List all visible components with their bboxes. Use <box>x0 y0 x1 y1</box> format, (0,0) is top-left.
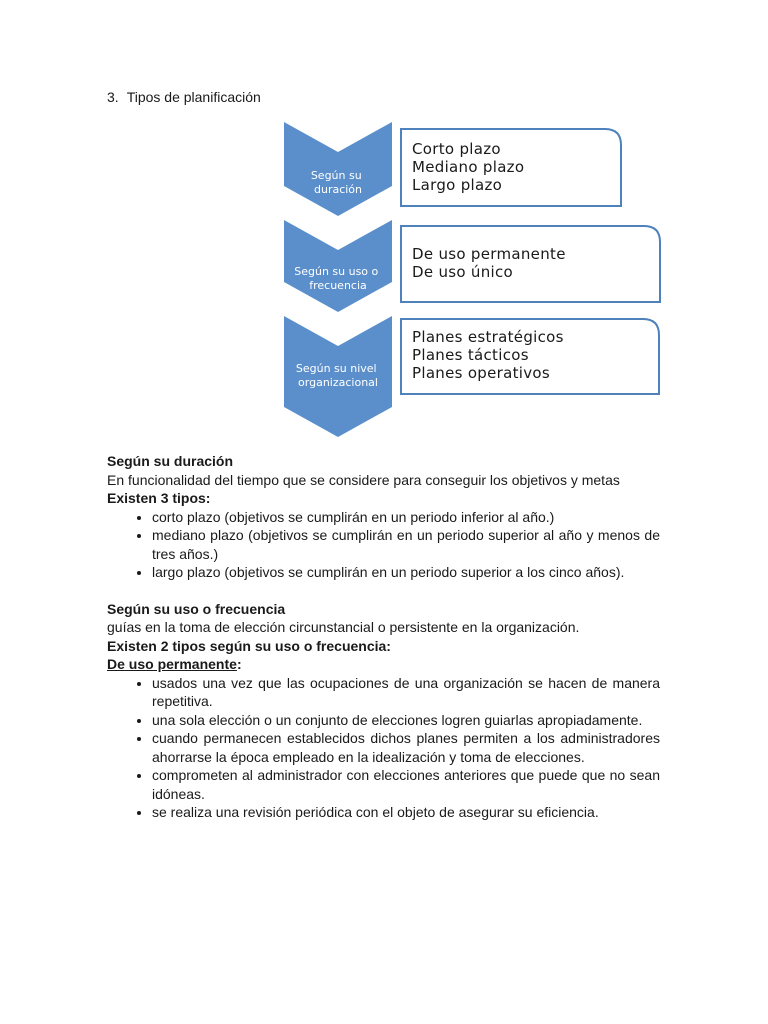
box-line: De uso permanente <box>412 245 566 263</box>
box-line: Planes operativos <box>412 364 551 382</box>
document-body <box>107 452 660 822</box>
section2-title: Según su uso o frecuencia <box>107 600 286 617</box>
section2-description: guías en la toma de elección circunstancial o persistente en la organización. <box>107 619 580 635</box>
box-line: Planes estratégicos <box>412 328 564 346</box>
section-spacer <box>107 582 660 600</box>
list-item: • mediano plazo (objetivos se cumplirán en un periodo superior al año y menos de tres años.) <box>152 526 660 563</box>
box-line: Corto plazo <box>412 140 501 158</box>
heading-number: 3. <box>107 89 119 105</box>
section1-description: En funcionalidad del tiempo que se considere para conseguir los objetivos y metas <box>107 471 620 488</box>
list-item: • una sola elección o un conjunto de elecciones logren guiarlas apropiadamente. <box>152 711 660 730</box>
box-line: Mediano plazo <box>412 158 525 176</box>
list-item: • largo plazo (objetivos se cumplirán en un periodo superior a los cinco años). <box>152 563 660 582</box>
section1-list <box>107 508 660 582</box>
list-item: • usados una vez que las ocupaciones de una organización se hacen de manera repetitiva. <box>152 674 660 711</box>
section2-subheading <box>107 655 660 674</box>
subheading-colon: : <box>236 656 242 672</box>
chevron-label-line: Según su nivel <box>295 362 377 375</box>
section-heading <box>107 89 261 105</box>
chevron-label-line: Según su <box>310 169 362 182</box>
list-item: • comprometen al administrador con elecciones anteriores que puede que no sean idóneas. <box>152 766 660 803</box>
section1-subtitle: Existen 3 tipos: <box>107 490 211 506</box>
box-line: Planes tácticos <box>412 346 529 364</box>
list-item: • cuando permanecen establecidos dichos planes permiten a los administradores ahorrarse la época empleado en la idealización y toma de elecciones. <box>152 729 660 766</box>
section2-list <box>107 674 660 822</box>
list-item: • se realiza una revisión periódica con el objeto de asegurar su eficiencia. <box>152 803 660 822</box>
planning-types-diagram <box>280 118 665 440</box>
chevron-label-line: frecuencia <box>309 279 367 292</box>
chevron-label-duracion <box>311 169 365 196</box>
chevron-label-nivel <box>296 362 380 389</box>
section2-subtitle: Existen 2 tipos según su uso o frecuencia: <box>107 637 391 654</box>
box-line: De uso único <box>412 263 514 281</box>
subheading-underlined: De uso permanente <box>107 656 237 672</box>
heading-text: Tipos de planificación <box>126 89 261 105</box>
section1-title: Según su duración <box>107 453 234 469</box>
list-item: • corto plazo (objetivos se cumplirán en un periodo inferior al año.) <box>152 508 660 527</box>
chevron-label-line: Según su uso o <box>294 265 379 278</box>
chevron-label-line: duración <box>313 183 363 196</box>
chevron-label-line: organizacional <box>298 376 378 389</box>
box-line: Largo plazo <box>412 176 503 194</box>
